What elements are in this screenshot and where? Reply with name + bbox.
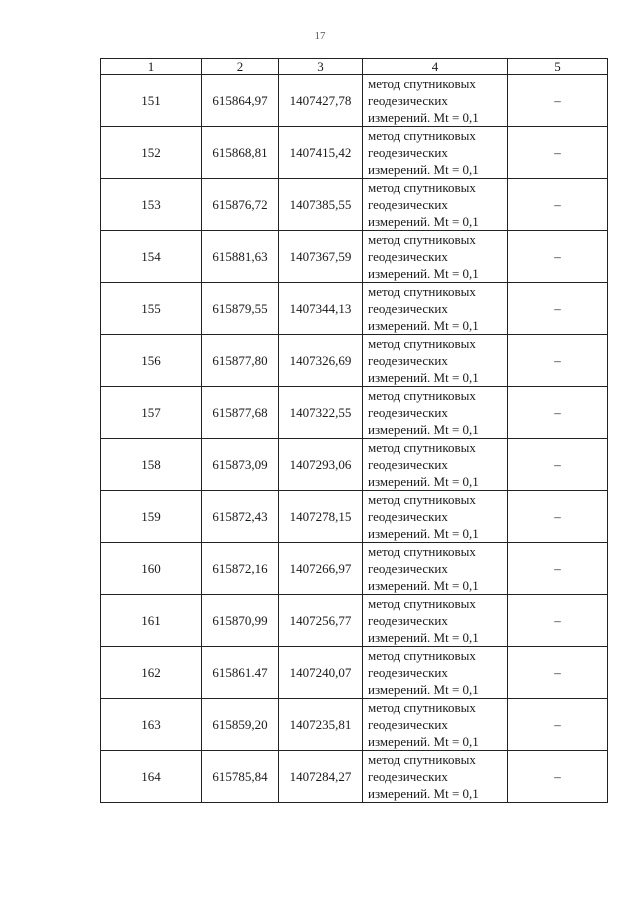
method-line-2: геодезических (368, 561, 448, 576)
table-row (101, 595, 608, 647)
method-line-3: измерений. Mt = 0,1 (368, 474, 479, 489)
method-line-3: измерений. Mt = 0,1 (368, 422, 479, 437)
coord-x: 615864,97 (202, 75, 279, 127)
method-line-1: метод спутниковых (368, 752, 476, 767)
method-line-1: метод спутниковых (368, 700, 476, 715)
method-cell (363, 595, 508, 647)
point-number: 151 (101, 75, 202, 127)
table-row (101, 75, 608, 127)
note-cell: – (508, 751, 608, 803)
header-row (101, 59, 608, 75)
method-cell (363, 543, 508, 595)
note-cell: – (508, 595, 608, 647)
point-number: 157 (101, 387, 202, 439)
note-cell: – (508, 543, 608, 595)
coord-y: 1407344,13 (279, 283, 363, 335)
table-row (101, 491, 608, 543)
method-cell (363, 231, 508, 283)
table-row (101, 647, 608, 699)
coordinates-table (100, 58, 608, 803)
note-cell: – (508, 647, 608, 699)
table-row (101, 699, 608, 751)
note-cell: – (508, 387, 608, 439)
note-cell: – (508, 75, 608, 127)
point-number: 155 (101, 283, 202, 335)
point-number: 163 (101, 699, 202, 751)
coord-y: 1407256,77 (279, 595, 363, 647)
point-number: 156 (101, 335, 202, 387)
coord-y: 1407278,15 (279, 491, 363, 543)
table-row (101, 751, 608, 803)
note-cell: – (508, 699, 608, 751)
method-line-1: метод спутниковых (368, 596, 476, 611)
point-number: 159 (101, 491, 202, 543)
note-cell: – (508, 283, 608, 335)
method-line-2: геодезических (368, 613, 448, 628)
method-line-3: измерений. Mt = 0,1 (368, 370, 479, 385)
method-cell (363, 387, 508, 439)
coord-x: 615873,09 (202, 439, 279, 491)
method-line-1: метод спутниковых (368, 180, 476, 195)
method-line-1: метод спутниковых (368, 232, 476, 247)
point-number: 153 (101, 179, 202, 231)
point-number: 161 (101, 595, 202, 647)
point-number: 152 (101, 127, 202, 179)
method-line-1: метод спутниковых (368, 440, 476, 455)
method-cell (363, 439, 508, 491)
coord-y: 1407235,81 (279, 699, 363, 751)
table-row (101, 335, 608, 387)
coord-x: 615870,99 (202, 595, 279, 647)
coord-x: 615785,84 (202, 751, 279, 803)
method-line-2: геодезических (368, 509, 448, 524)
method-line-2: геодезических (368, 249, 448, 264)
point-number: 160 (101, 543, 202, 595)
page-number: 17 (314, 30, 326, 42)
method-cell (363, 699, 508, 751)
method-line-3: измерений. Mt = 0,1 (368, 682, 479, 697)
table-row (101, 179, 608, 231)
coord-x: 615877,68 (202, 387, 279, 439)
header-col-5: 5 (508, 59, 608, 75)
method-line-3: измерений. Mt = 0,1 (368, 578, 479, 593)
table-row (101, 543, 608, 595)
coord-x: 615859,20 (202, 699, 279, 751)
table-body (101, 75, 608, 803)
method-line-3: измерений. Mt = 0,1 (368, 266, 479, 281)
table-row (101, 231, 608, 283)
method-line-3: измерений. Mt = 0,1 (368, 734, 479, 749)
method-cell (363, 127, 508, 179)
method-line-3: измерений. Mt = 0,1 (368, 526, 479, 541)
method-cell (363, 335, 508, 387)
coord-y: 1407266,97 (279, 543, 363, 595)
method-cell (363, 179, 508, 231)
method-cell (363, 751, 508, 803)
coord-x: 615877,80 (202, 335, 279, 387)
method-cell (363, 283, 508, 335)
coord-y: 1407240,07 (279, 647, 363, 699)
method-line-1: метод спутниковых (368, 284, 476, 299)
method-line-2: геодезических (368, 197, 448, 212)
point-number: 154 (101, 231, 202, 283)
header-col-3: 3 (279, 59, 363, 75)
coord-y: 1407284,27 (279, 751, 363, 803)
table-row (101, 439, 608, 491)
method-line-3: измерений. Mt = 0,1 (368, 786, 479, 801)
note-cell: – (508, 335, 608, 387)
method-line-3: измерений. Mt = 0,1 (368, 318, 479, 333)
coord-x: 615861.47 (202, 647, 279, 699)
method-line-2: геодезических (368, 93, 448, 108)
method-line-1: метод спутниковых (368, 492, 476, 507)
coord-x: 615872,16 (202, 543, 279, 595)
method-line-1: метод спутниковых (368, 544, 476, 559)
coord-y: 1407326,69 (279, 335, 363, 387)
point-number: 162 (101, 647, 202, 699)
note-cell: – (508, 439, 608, 491)
table-header (101, 59, 608, 75)
method-cell (363, 491, 508, 543)
table-row (101, 127, 608, 179)
method-line-3: измерений. Mt = 0,1 (368, 630, 479, 645)
coord-x: 615876,72 (202, 179, 279, 231)
method-line-3: измерений. Mt = 0,1 (368, 214, 479, 229)
header-col-2: 2 (202, 59, 279, 75)
note-cell: – (508, 491, 608, 543)
header-col-1: 1 (101, 59, 202, 75)
coord-y: 1407293,06 (279, 439, 363, 491)
method-line-3: измерений. Mt = 0,1 (368, 162, 479, 177)
method-line-2: геодезических (368, 301, 448, 316)
method-line-2: геодезических (368, 457, 448, 472)
coord-y: 1407322,55 (279, 387, 363, 439)
coord-y: 1407415,42 (279, 127, 363, 179)
coord-y: 1407427,78 (279, 75, 363, 127)
method-line-2: геодезических (368, 665, 448, 680)
coord-x: 615881,63 (202, 231, 279, 283)
method-line-1: метод спутниковых (368, 388, 476, 403)
method-line-1: метод спутниковых (368, 336, 476, 351)
method-line-2: геодезических (368, 353, 448, 368)
method-line-2: геодезических (368, 145, 448, 160)
method-line-1: метод спутниковых (368, 128, 476, 143)
header-col-4: 4 (363, 59, 508, 75)
method-line-1: метод спутниковых (368, 648, 476, 663)
coord-y: 1407385,55 (279, 179, 363, 231)
method-line-2: геодезических (368, 405, 448, 420)
method-line-1: метод спутниковых (368, 76, 476, 91)
method-line-3: измерений. Mt = 0,1 (368, 110, 479, 125)
coord-x: 615879,55 (202, 283, 279, 335)
coord-y: 1407367,59 (279, 231, 363, 283)
point-number: 164 (101, 751, 202, 803)
coord-x: 615872,43 (202, 491, 279, 543)
note-cell: – (508, 231, 608, 283)
method-line-2: геодезических (368, 717, 448, 732)
point-number: 158 (101, 439, 202, 491)
coord-x: 615868,81 (202, 127, 279, 179)
note-cell: – (508, 179, 608, 231)
method-line-2: геодезических (368, 769, 448, 784)
table-row (101, 387, 608, 439)
note-cell: – (508, 127, 608, 179)
method-cell (363, 647, 508, 699)
table-row (101, 283, 608, 335)
method-cell (363, 75, 508, 127)
